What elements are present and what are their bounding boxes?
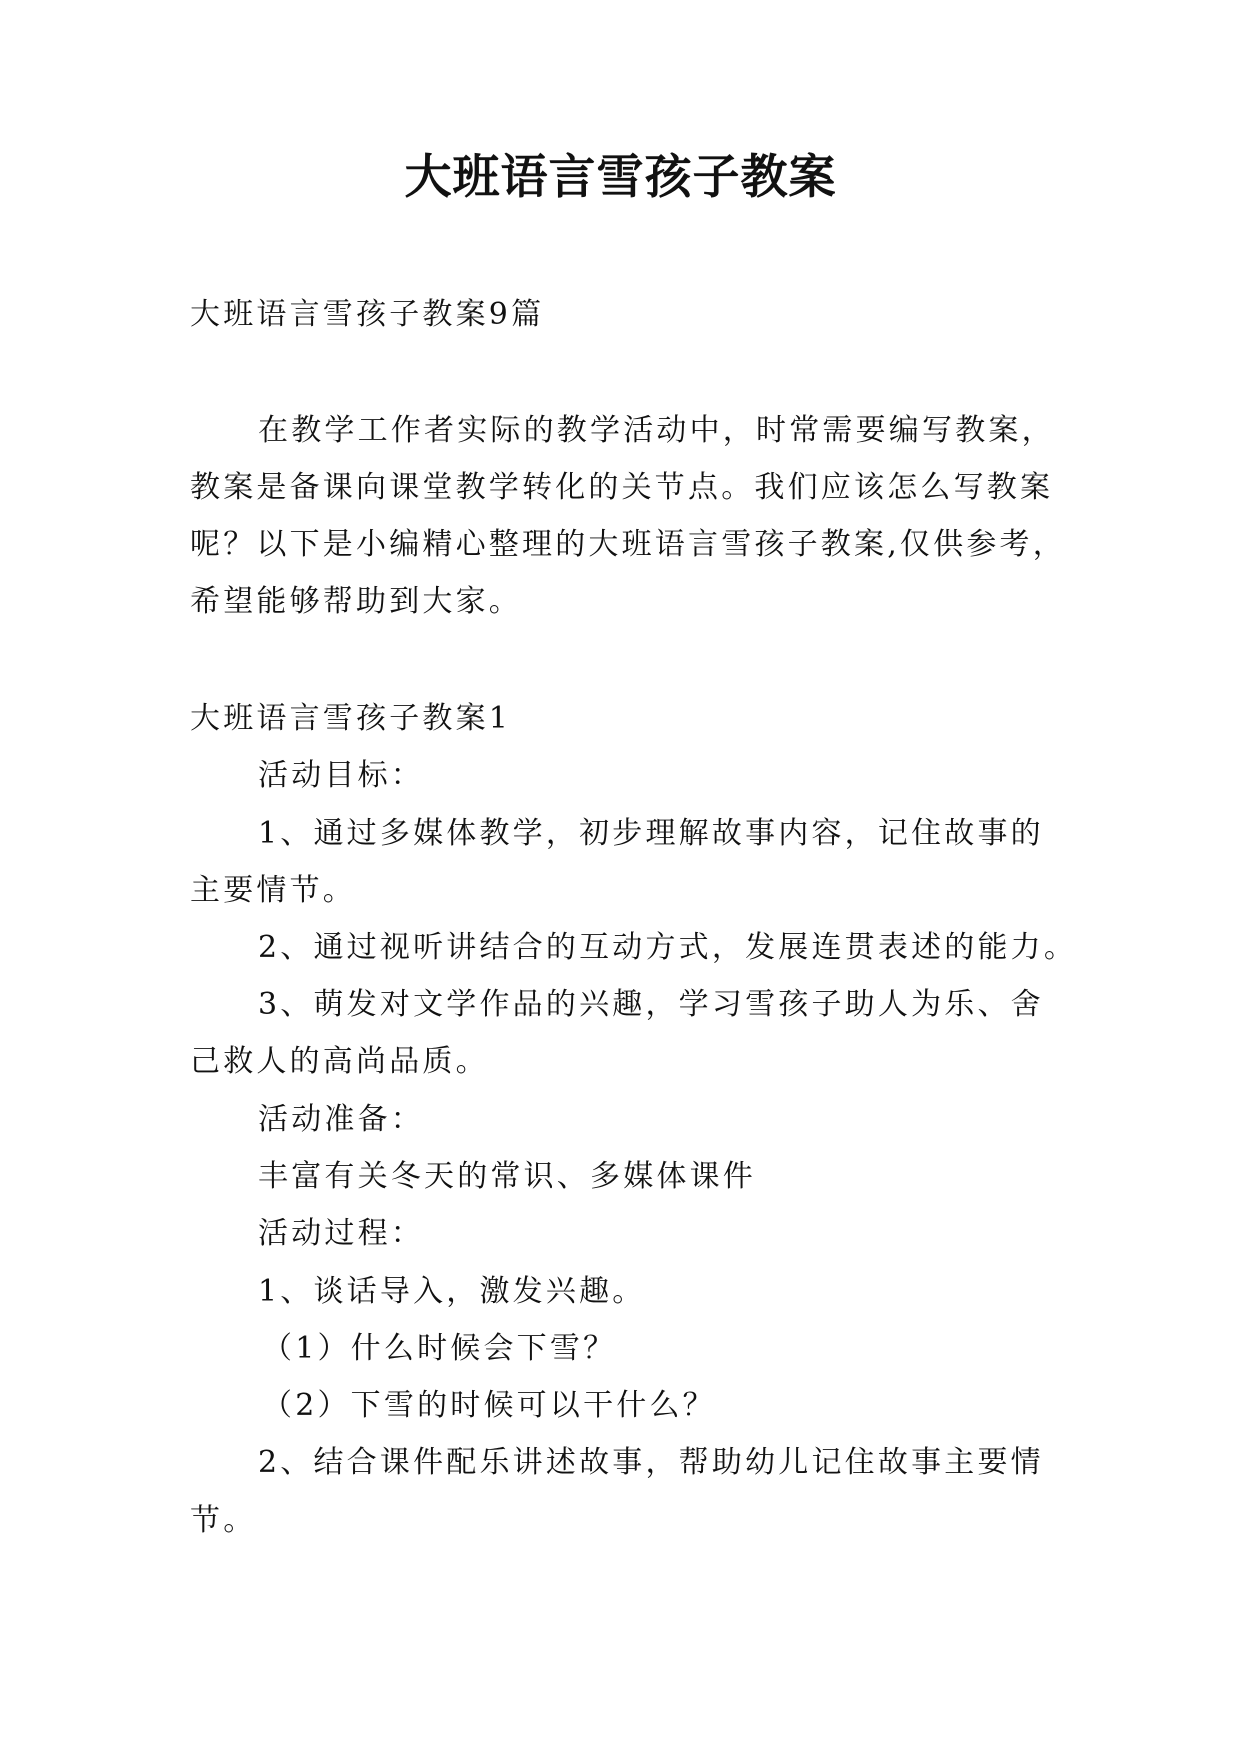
- section-heading: 大班语言雪孩子教案1: [190, 701, 512, 736]
- question-2: （2）下雪的时候可以干什么？: [262, 1388, 716, 1423]
- goal-1-line-2: 主要情节。: [190, 873, 356, 908]
- document-title: 大班语言雪孩子教案: [404, 150, 837, 205]
- step-2-line-2: 节。: [190, 1503, 257, 1538]
- intro-line-4: 希望能够帮助到大家。: [190, 584, 522, 619]
- intro-line-3: 呢？以下是小编精心整理的大班语言雪孩子教案,仅供参考，: [190, 527, 1066, 562]
- process-label: 活动过程：: [258, 1216, 424, 1251]
- goal-1-line-1: 1、通过多媒体教学，初步理解故事内容，记住故事的: [258, 816, 1044, 851]
- prep-label: 活动准备：: [258, 1102, 424, 1137]
- goal-3-line-2: 己救人的高尚品质。: [190, 1044, 489, 1079]
- goal-2: 2、通过视听讲结合的互动方式，发展连贯表述的能力。: [258, 930, 1078, 965]
- step-2-line-1: 2、结合课件配乐讲述故事，帮助幼儿记住故事主要情: [258, 1445, 1044, 1480]
- step-1: 1、谈话导入，激发兴趣。: [258, 1274, 646, 1309]
- goals-label: 活动目标：: [258, 758, 424, 793]
- document-subtitle: 大班语言雪孩子教案9篇: [190, 297, 545, 332]
- goal-3-line-1: 3、萌发对文学作品的兴趣，学习雪孩子助人为乐、舍: [258, 987, 1044, 1022]
- question-1: （1）什么时候会下雪？: [262, 1331, 617, 1366]
- intro-line-2: 教案是备课向课堂教学转化的关节点。我们应该怎么写教案: [190, 470, 1054, 505]
- intro-line-1: 在教学工作者实际的教学活动中，时常需要编写教案，: [258, 413, 1055, 448]
- prep-text: 丰富有关冬天的常识、多媒体课件: [258, 1159, 756, 1194]
